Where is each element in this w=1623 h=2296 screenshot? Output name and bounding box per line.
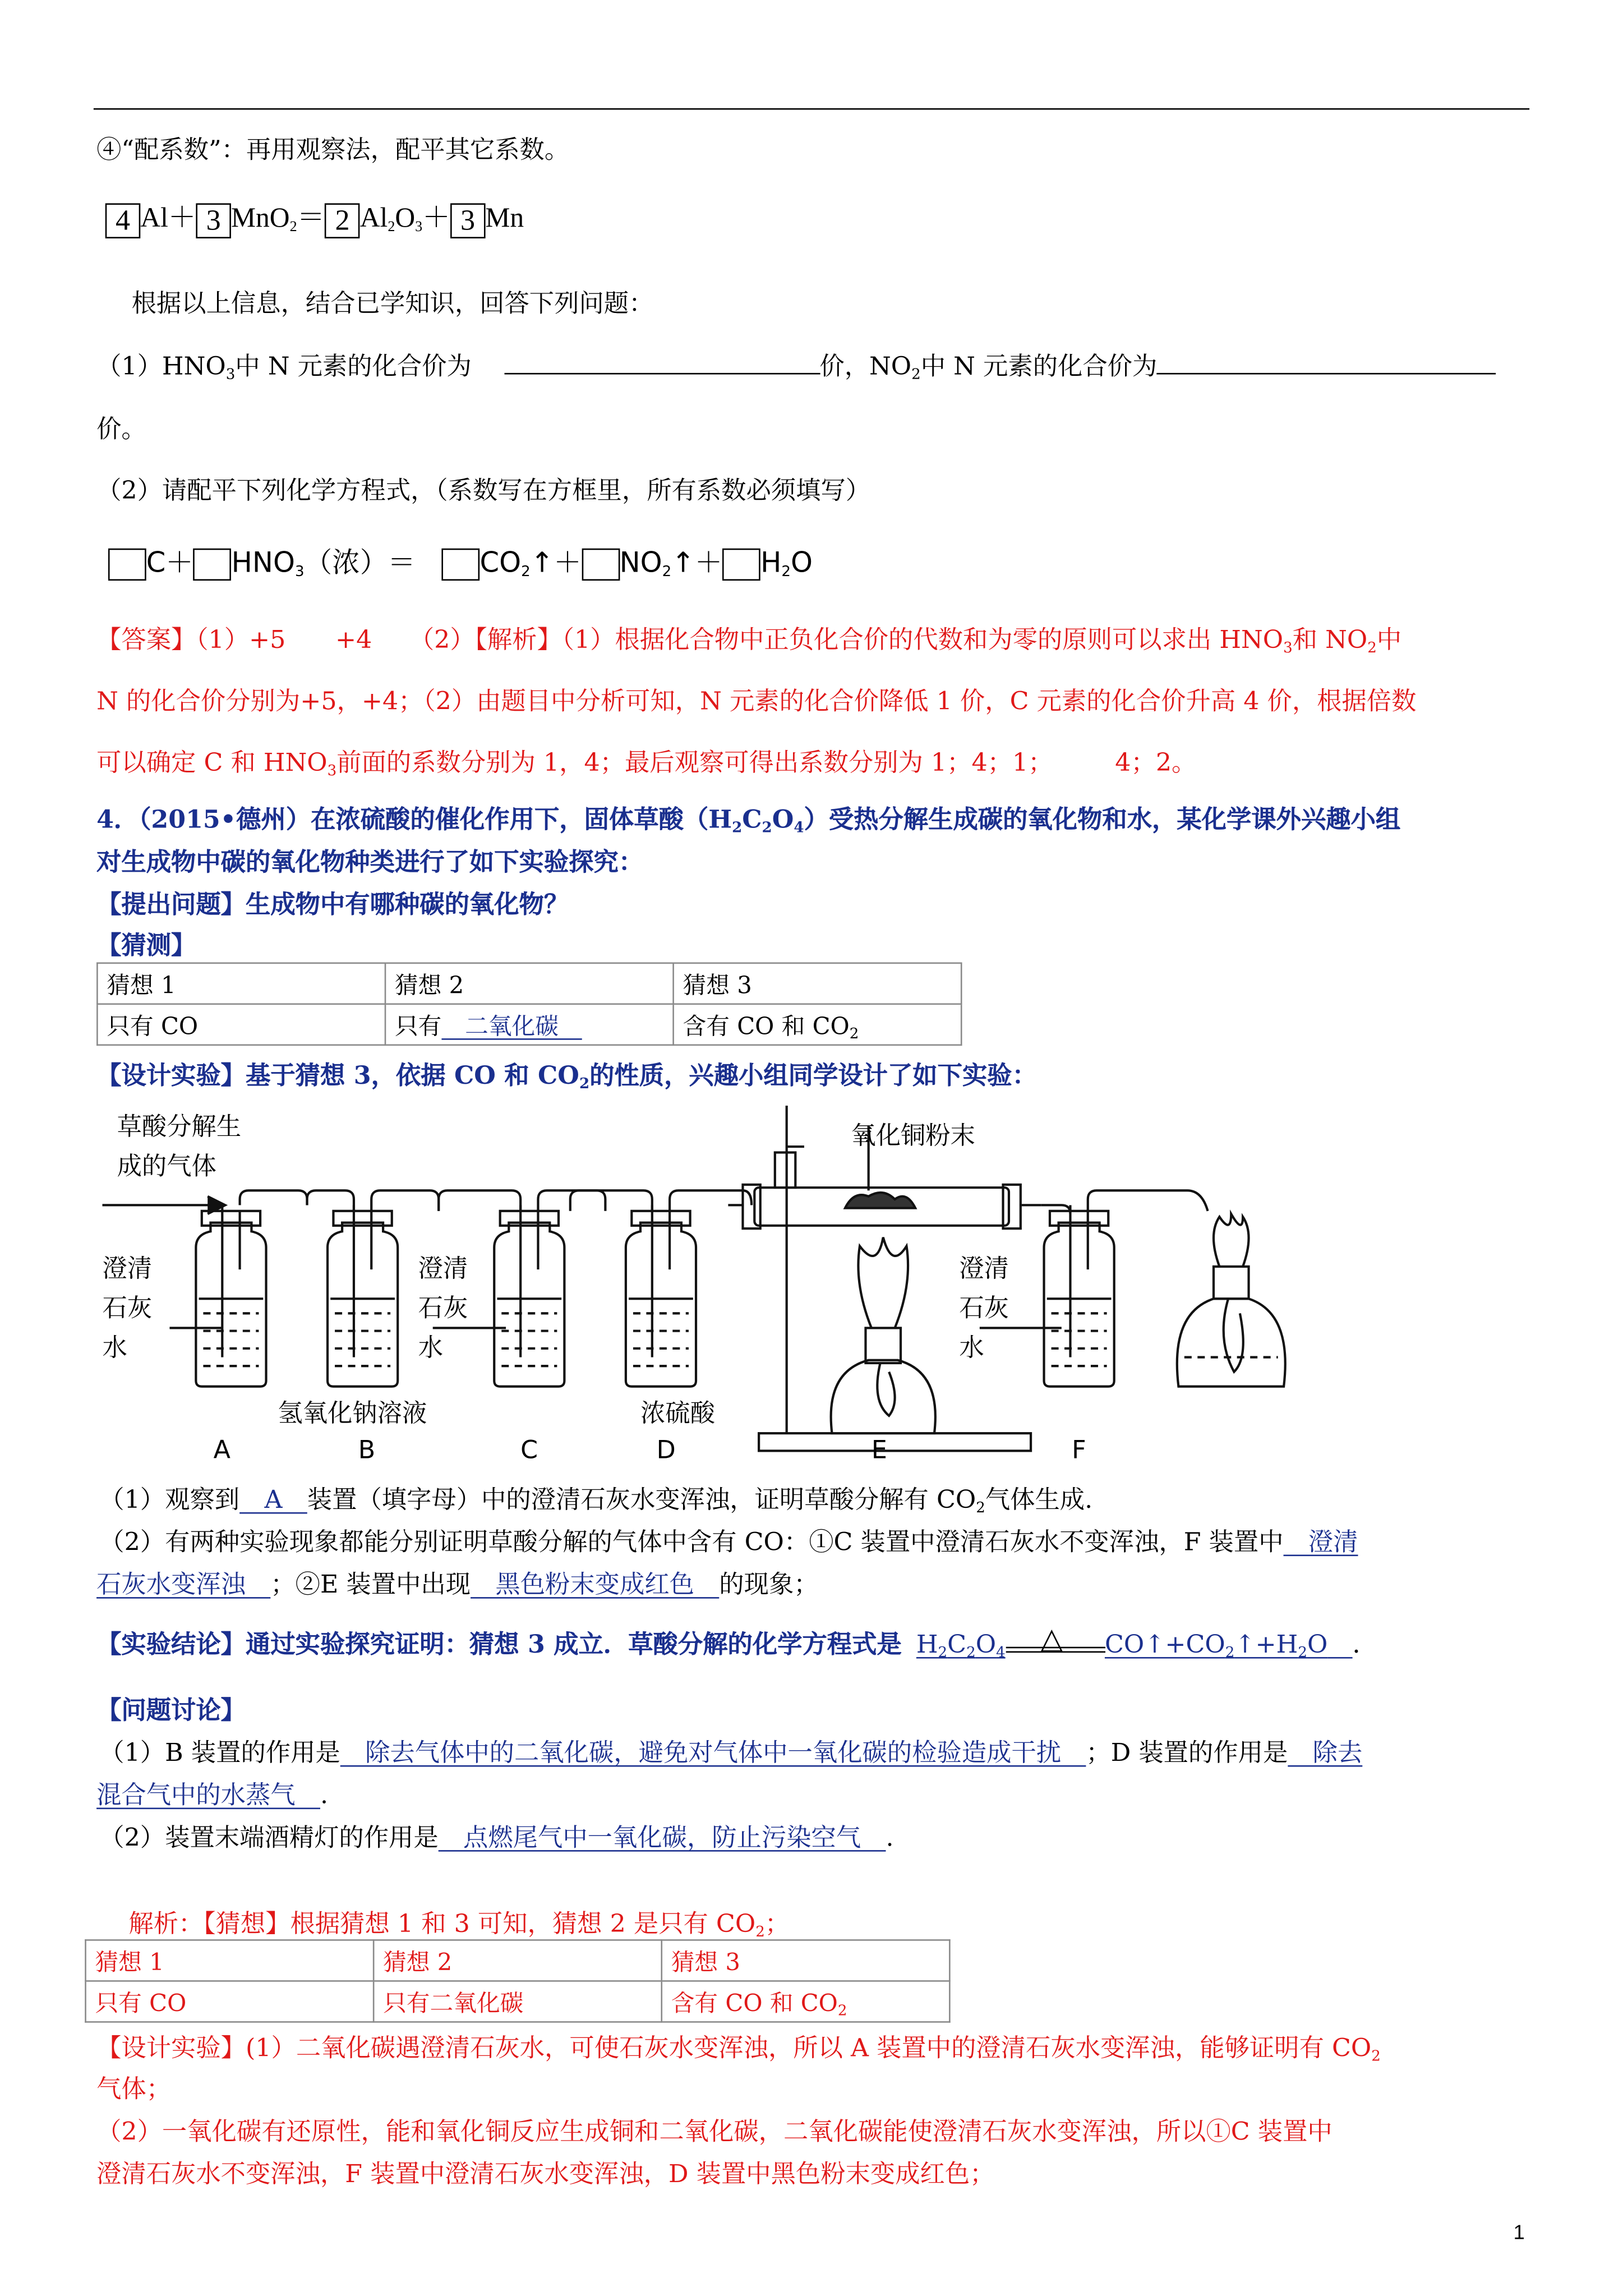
q1-part: （1）HNO [96, 352, 226, 382]
answer-part: 中 [1376, 625, 1402, 656]
answer-blank[interactable] [1157, 352, 1496, 374]
coef-box: 3 [196, 203, 231, 238]
q4-line-1 [96, 799, 1400, 835]
label-a: A [213, 1436, 231, 1466]
design-line [96, 1055, 1037, 1091]
discussion-1b [96, 1774, 328, 1811]
filled-answer: 澄清 [1283, 1528, 1358, 1558]
text-sub: 2 [755, 1925, 765, 1941]
heat-symbol: △ [1040, 1620, 1063, 1656]
filled-answer [916, 1631, 1006, 1660]
answer-part: 可以确定 C 和 HNO [96, 748, 328, 779]
filled-answer: 黑色粉末变成红色 [471, 1571, 720, 1600]
filled-answer: 除去 [1288, 1738, 1363, 1769]
coef-box: 2 [325, 203, 360, 238]
label-limewater-f [959, 1250, 1009, 1369]
cell-sub: 2 [837, 2003, 847, 2020]
eq-term: ↑＋ [671, 547, 723, 579]
answer-1 [99, 1479, 1092, 1515]
text-part: ． [1352, 1631, 1377, 1660]
eq-term: （浓）＝ [304, 547, 416, 579]
label-h2so4: 浓硫酸 [640, 1400, 715, 1429]
page-number: 1 [1513, 2220, 1525, 2244]
eq-term: CO [479, 547, 522, 579]
filled-answer: 除去气体中的二氧化碳，避免对气体中一氧化碳的检验造成干扰 [340, 1738, 1086, 1769]
label-c: C [520, 1436, 538, 1466]
label-naoh: 氢氧化钠溶液 [278, 1400, 427, 1429]
label-f: F [1072, 1436, 1086, 1466]
empty-coef-box[interactable] [108, 547, 146, 579]
text-part: （1）B 装置的作用是 [99, 1738, 340, 1769]
filled-answer: 二氧化碳 [441, 1012, 582, 1040]
label-line: 澄清 [102, 1254, 153, 1285]
text-part: . [320, 1781, 329, 1811]
label-line: 石灰 [102, 1294, 153, 1324]
eq-term: ↑＋ [530, 547, 582, 579]
explanation-2-line-3: （2）一氧化碳有还原性，能和氧化铜反应生成铜和二氧化碳，二氧化碳能使澄清石灰水变浑浊，所以①C 装置中 [96, 2118, 1332, 2147]
eq-term: H [760, 547, 782, 579]
empty-coef-box[interactable] [722, 547, 760, 579]
answer-part: 【答案】（1）+5 +4 （2）【解析】（1）根据化合物中正负化合价的代数和为零的原则可以求出 HNO [96, 625, 1284, 656]
discussion-title: 【问题讨论】 [96, 1696, 246, 1726]
eq-term: O [791, 547, 813, 579]
formula: O [975, 1631, 997, 1660]
label-line: 澄清 [418, 1254, 468, 1285]
q1-part: 中 N 元素的化合价为 [235, 352, 472, 382]
q4-part: ）受热分解生成碳的氧化物和水，某化学课外兴趣小组 [804, 806, 1401, 835]
label-cuo: 氧化铜粉末 [851, 1121, 976, 1151]
eq-sub: 3 [415, 219, 423, 236]
cell-sub: 2 [849, 1027, 859, 1043]
q4-sub: 2 [762, 820, 772, 837]
eq-sub: 3 [295, 564, 305, 581]
explanation-table [85, 1939, 950, 2023]
discussion-1 [99, 1732, 1362, 1768]
q4-part: 4．（2015•德州）在浓硫酸的催化作用下，固体草酸（H [96, 806, 732, 835]
cell-text: 含有 CO 和 CO [671, 1989, 838, 2017]
text-part: ； [764, 1910, 790, 1940]
text-part: （2）有两种实验现象都能分别证明草酸分解的气体中含有 CO：①C 装置中澄清石灰水不变浑浊，F 装置中 [99, 1528, 1284, 1558]
q1-tail: 价。 [96, 415, 146, 445]
empty-coef-box[interactable] [442, 547, 480, 579]
eq-term: ＋ [422, 203, 450, 234]
label-line: 石灰 [418, 1294, 468, 1324]
empty-coef-box[interactable] [193, 547, 232, 579]
bottle-f [1041, 1190, 1207, 1386]
guess-table [96, 963, 962, 1046]
eq-term: MnO [230, 203, 290, 234]
label-limewater-c [418, 1250, 468, 1369]
q4-guess-title: 【猜测】 [96, 931, 196, 961]
formula: H [916, 1631, 938, 1660]
text-part: 【设计实验】(1）二氧化碳遇澄清石灰水，可使石灰水变浑浊，所以 A 装置中的澄清石灰水变浑浊，能够证明有 CO [96, 2034, 1372, 2064]
discussion-2 [99, 1816, 893, 1853]
text-part: 解析：【猜想】根据猜想 1 和 3 可知，猜想 2 是只有 CO [128, 1910, 756, 1940]
label-d: D [656, 1436, 676, 1466]
eq-term: Al [359, 203, 388, 234]
answer-sub: 3 [327, 763, 337, 780]
q1-part: 中 N 元素的化合价为 [920, 352, 1158, 382]
filled-answer: A [239, 1485, 307, 1516]
equation-1 [105, 196, 524, 238]
answer-part: 和 NO [1292, 625, 1368, 656]
formula-sub: 2 [966, 1645, 976, 1662]
table-cell [662, 1981, 950, 2022]
q4-sub: 2 [732, 820, 743, 837]
eq-term: Mn [485, 203, 524, 234]
q4-sub: 4 [794, 820, 804, 837]
eq-sub: 2 [662, 564, 672, 581]
q4-part: O [772, 806, 794, 835]
label-b: B [358, 1436, 376, 1466]
q1-sub: 3 [225, 367, 236, 384]
eq-sub: 2 [781, 564, 791, 581]
answer-2-line-1 [99, 1521, 1358, 1557]
label-gas: 草酸分解生 [117, 1113, 242, 1143]
filled-answer: 混合气中的水蒸气 [96, 1781, 320, 1811]
eq-sub: 2 [289, 219, 297, 236]
equation-2 [108, 541, 813, 581]
text-sub: 2 [1371, 2049, 1381, 2065]
table-header: 猜想 1 [86, 1940, 374, 1981]
q1-part: 价，NO [819, 352, 912, 382]
intro-text: 根据以上信息，结合已学知识，回答下列问题： [131, 289, 654, 319]
formula-sub: 2 [938, 1645, 948, 1662]
cell-text: 含有 CO 和 CO [683, 1012, 850, 1040]
formula: C [947, 1631, 967, 1660]
label-gas-2: 成的气体 [117, 1152, 216, 1182]
coef-box: 3 [450, 203, 486, 238]
text-part: ；②E 装置中出现 [270, 1571, 471, 1600]
q4-question: 【提出问题】生成物中有哪种碳的氧化物？ [96, 890, 569, 920]
question-1 [96, 345, 1496, 384]
formula-sub: 4 [996, 1645, 1006, 1662]
answer-blank[interactable] [504, 352, 819, 374]
answer-sub: 2 [1367, 640, 1377, 657]
explanation-2-line-4: 澄清石灰水不变浑浊，F 装置中澄清石灰水变浑浊，D 装置中黑色粉末变成红色； [96, 2160, 995, 2189]
eq-term: HNO [231, 547, 296, 579]
table-cell: 只有 CO [97, 1004, 385, 1045]
text-part: 装置（填字母）中的澄清石灰水变浑浊，证明草酸分解有 CO [307, 1485, 976, 1516]
formula: ↑+H [1234, 1631, 1298, 1660]
bottle-a [196, 1190, 307, 1386]
design-sub: 2 [579, 1076, 590, 1093]
table-header: 猜想 3 [662, 1940, 950, 1981]
table-header: 猜想 2 [374, 1940, 662, 1981]
formula: CO↑+CO [1104, 1631, 1225, 1660]
text-part: . [886, 1824, 894, 1853]
formula-sub: 2 [1298, 1645, 1307, 1662]
explanation-line [128, 1903, 790, 1939]
answer-line-1 [96, 619, 1401, 655]
text-part: （1）观察到 [99, 1485, 240, 1516]
conclusion-line [96, 1620, 1377, 1662]
step4-text: ④“配系数”：再用观察法，配平其它系数。 [96, 136, 570, 165]
q4-part: C [742, 806, 762, 835]
text-part: 气体生成. [985, 1485, 1093, 1516]
label-line: 澄清 [959, 1254, 1009, 1285]
answer-2-line-2 [96, 1563, 819, 1600]
table-cell: 只有 CO [86, 1981, 374, 2022]
answer-line-2: N 的化合价分别为+5，+4；（2）由题目中分析可知，N 元素的化合价降低 1 价，C 元素的化合价升高 4 价，根据倍数 [96, 687, 1417, 717]
explanation-2-line-2: 气体； [96, 2075, 172, 2105]
eq-term: ＝ [297, 203, 325, 234]
answer-part: 前面的系数分别为 1，4；最后观察可得出系数分别为 1；4；1； 4；2。 [336, 748, 1197, 779]
filled-answer: 点燃尾气中一氧化碳，防止污染空气 [438, 1824, 886, 1853]
eq-term: O [395, 203, 416, 234]
label-e: E [871, 1436, 887, 1466]
q4-line-2: 对生成物中碳的氧化物种类进行了如下实验探究： [96, 848, 644, 878]
table-header: 猜想 2 [385, 963, 674, 1004]
question-2: （2）请配平下列化学方程式，（系数写在方框里，所有系数必须填写） [96, 476, 871, 507]
table-header: 猜想 3 [674, 963, 962, 1004]
text-part: 的现象； [719, 1571, 819, 1600]
table-cell [674, 1004, 962, 1045]
formula-sub: 2 [1225, 1645, 1235, 1662]
explanation-2-line-1 [96, 2027, 1381, 2064]
top-rule [94, 108, 1529, 110]
table-header: 猜想 1 [97, 963, 385, 1004]
bottle-d [570, 1190, 751, 1386]
filled-answer [1105, 1631, 1353, 1660]
design-part: 的性质，兴趣小组同学设计了如下实验： [589, 1061, 1037, 1091]
eq-term: C＋ [146, 547, 193, 579]
table-cell [385, 1004, 674, 1045]
design-part: 【设计实验】基于猜想 3，依据 CO 和 CO [96, 1061, 579, 1091]
label-line: 水 [418, 1333, 443, 1363]
eq-term: Al＋ [140, 203, 196, 234]
table-cell: 只有二氧化碳 [374, 1981, 662, 2022]
q1-sub: 2 [911, 367, 921, 384]
label-line: 水 [102, 1333, 127, 1363]
text-part: ；D 装置的作用是 [1086, 1738, 1288, 1769]
label-line: 水 [959, 1333, 984, 1363]
answer-line-3 [96, 742, 1196, 778]
text-part: （2）装置末端酒精灯的作用是 [99, 1824, 439, 1853]
coef-box: 4 [105, 203, 141, 238]
filled-answer: 石灰水变浑浊 [96, 1571, 271, 1600]
label-limewater-a [103, 1250, 153, 1369]
eq-term: NO [619, 547, 662, 579]
text-part: 【实验结论】通过实验探究证明：猜想 3 成立．草酸分解的化学方程式是 [96, 1631, 902, 1660]
label-line: 石灰 [959, 1294, 1009, 1324]
eq-sub: 2 [521, 564, 531, 581]
eq-sub: 2 [388, 219, 395, 236]
empty-coef-box[interactable] [582, 547, 620, 579]
answer-sub: 3 [1283, 640, 1293, 657]
formula: O [1307, 1631, 1328, 1660]
cell-text: 只有 [394, 1012, 442, 1040]
alcohol-lamp [1177, 1214, 1285, 1387]
text-sub: 2 [976, 1500, 985, 1517]
